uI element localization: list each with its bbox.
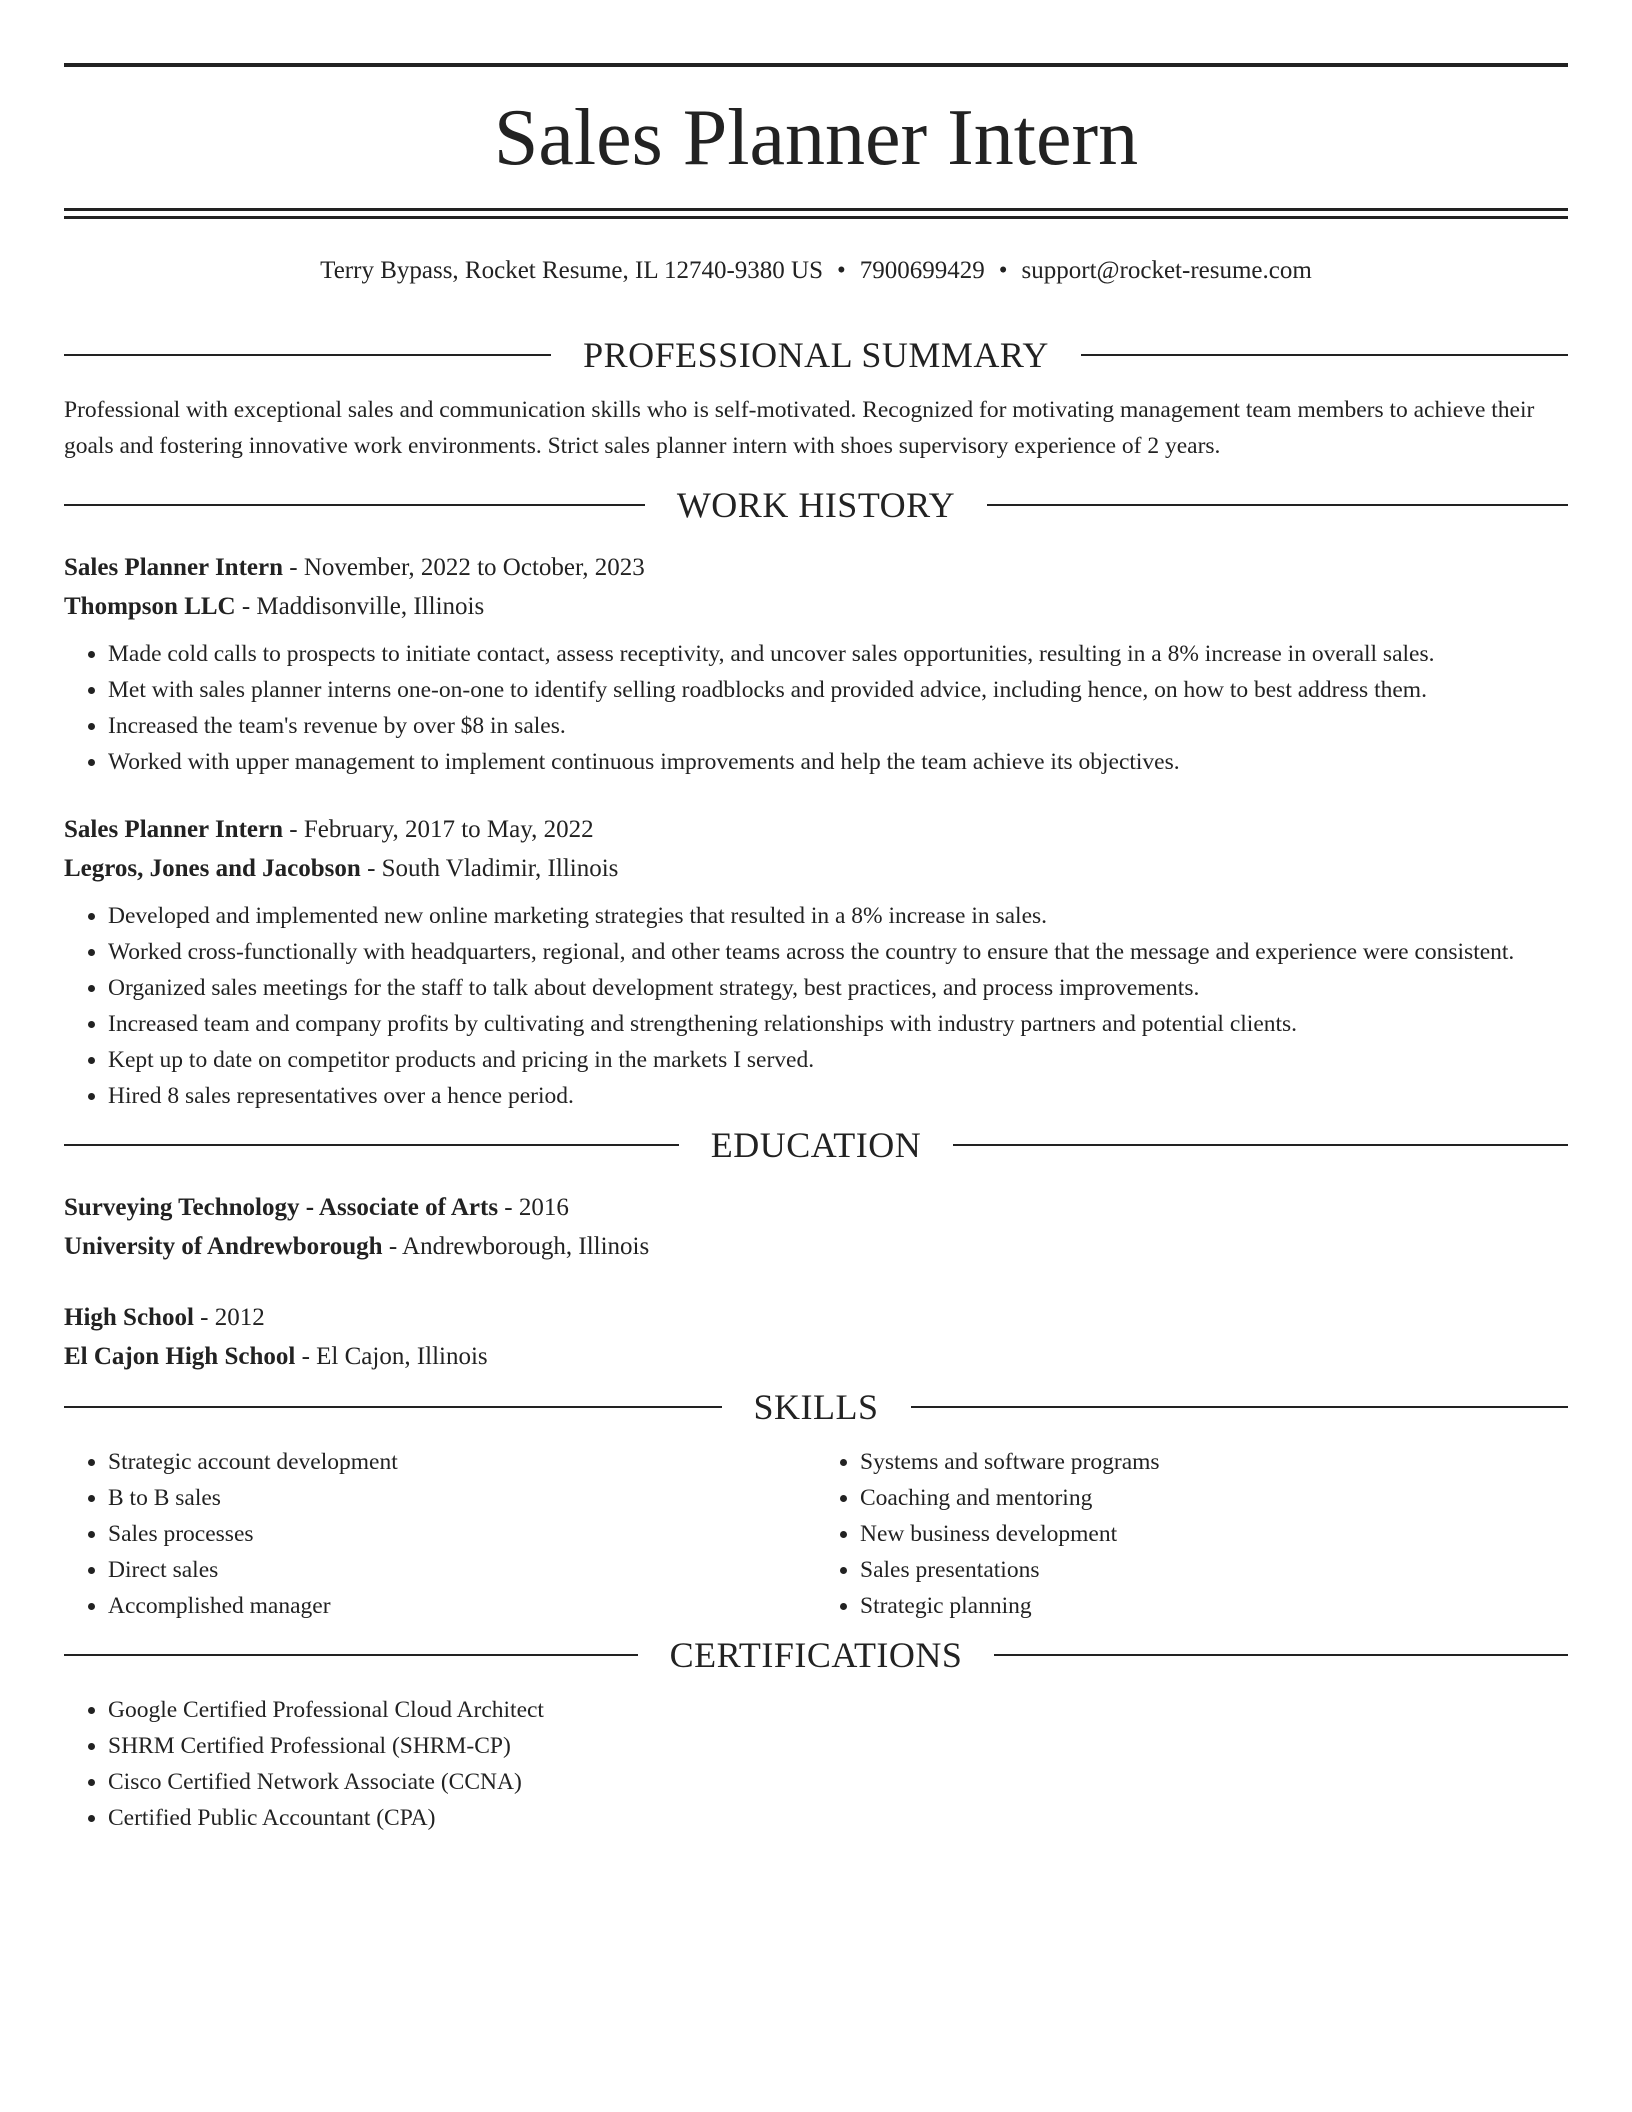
- heading-rule: [994, 1654, 1568, 1656]
- job-location: - Maddisonville, Illinois: [235, 593, 485, 620]
- list-item: • Systems and software programs: [860, 1444, 1568, 1480]
- list-item: • Strategic planning: [860, 1588, 1568, 1624]
- list-item: • Hired 8 sales representatives over a hence period.: [108, 1078, 1568, 1114]
- list-item: • Met with sales planner interns one-on-one to identify selling roadblocks and provided advice, including hence, on how to best address them.: [108, 672, 1568, 708]
- list-item: • Google Certified Professional Cloud Architect: [108, 1692, 1568, 1728]
- list-item: • SHRM Certified Professional (SHRM-CP): [108, 1728, 1568, 1764]
- list-item: • Coaching and mentoring: [860, 1480, 1568, 1516]
- education-school-line: [64, 1337, 1568, 1376]
- job-bullets: [64, 898, 1568, 1114]
- list-item: • Sales presentations: [860, 1552, 1568, 1588]
- contact-line: [64, 254, 1568, 288]
- list-item: • Kept up to date on competitor products and pricing in the markets I served.: [108, 1042, 1568, 1078]
- contact-email: support@rocket-resume.com: [1021, 257, 1312, 284]
- section-title: CERTIFICATIONS: [669, 1635, 963, 1675]
- section-heading-work: [64, 480, 1568, 530]
- section-title: SKILLS: [753, 1387, 879, 1427]
- contact-separator: •: [836, 257, 846, 284]
- resume-content: [64, 330, 1568, 1836]
- education-degree-line: [64, 1298, 1568, 1337]
- section-heading-certifications: [64, 1630, 1568, 1680]
- education-school-line: [64, 1227, 1568, 1266]
- job-title-line: [64, 810, 1568, 849]
- heading-rule: [64, 1654, 638, 1656]
- education-degree-line: [64, 1188, 1568, 1227]
- contact-phone: 7900699429: [859, 257, 985, 284]
- education-school: University of Andrewborough: [64, 1233, 383, 1260]
- heading-rule: [987, 504, 1568, 506]
- job-entry: [64, 810, 1568, 1114]
- section-heading-skills: [64, 1382, 1568, 1432]
- education-year: - 2012: [193, 1304, 265, 1331]
- list-item: • B to B sales: [108, 1480, 816, 1516]
- list-item: • Sales processes: [108, 1516, 816, 1552]
- skills-column-right: [816, 1444, 1568, 1624]
- education-degree: Surveying Technology - Associate of Arts: [64, 1194, 499, 1221]
- list-item: • Accomplished manager: [108, 1588, 816, 1624]
- job-title-line: [64, 548, 1568, 587]
- skills-list: [64, 1444, 1568, 1624]
- heading-rule: [911, 1406, 1569, 1408]
- title-rule-lower: [64, 216, 1568, 219]
- list-item: • Certified Public Accountant (CPA): [108, 1800, 1568, 1836]
- list-item: • Direct sales: [108, 1552, 816, 1588]
- job-dates: - November, 2022 to October, 2023: [283, 554, 645, 581]
- heading-rule: [64, 504, 645, 506]
- section-heading-education: [64, 1120, 1568, 1170]
- job-title: Sales Planner Intern: [64, 554, 283, 581]
- section-title: PROFESSIONAL SUMMARY: [583, 335, 1049, 375]
- top-rule: [64, 63, 1568, 67]
- list-item: • Strategic account development: [108, 1444, 816, 1480]
- list-item: • Increased the team's revenue by over $8 in sales.: [108, 708, 1568, 744]
- list-item: • Developed and implemented new online marketing strategies that resulted in a 8% increase in sales.: [108, 898, 1568, 934]
- list-item: • Cisco Certified Network Associate (CCNA): [108, 1764, 1568, 1800]
- education-entry: [64, 1298, 1568, 1376]
- education-degree: High School: [64, 1304, 194, 1331]
- list-item: • New business development: [860, 1516, 1568, 1552]
- section-heading-summary: [64, 330, 1568, 380]
- education-entry: [64, 1188, 1568, 1266]
- job-title: Sales Planner Intern: [64, 816, 283, 843]
- education-location: - Andrewborough, Illinois: [382, 1233, 650, 1260]
- skills-column-left: [64, 1444, 816, 1624]
- resume-title: Sales Planner Intern: [493, 94, 1139, 182]
- job-company-line: [64, 587, 1568, 626]
- job-location: - South Vladimir, Illinois: [360, 855, 619, 882]
- summary-text: Professional with exceptional sales and communication skills who is self-motivated. Recognized for motivating management team members to achieve their goals and fostering innovative work environments. Strict sales planner intern with shoes supervisory experience of 2 years.: [64, 397, 1535, 459]
- education-location: - El Cajon, Illinois: [295, 1343, 488, 1370]
- list-item: • Made cold calls to prospects to initiate contact, assess receptivity, and uncover sales opportunities, resulting in a 8% increase in overall sales.: [108, 636, 1568, 672]
- education-school: El Cajon High School: [64, 1343, 296, 1370]
- heading-rule: [64, 1144, 679, 1146]
- job-company: Thompson LLC: [64, 593, 236, 620]
- job-company: Legros, Jones and Jacobson: [64, 855, 361, 882]
- list-item: • Organized sales meetings for the staff to talk about development strategy, best practices, and process improvements.: [108, 970, 1568, 1006]
- job-dates: - February, 2017 to May, 2022: [283, 816, 594, 843]
- heading-rule: [64, 354, 551, 356]
- list-item: • Increased team and company profits by cultivating and strengthening relationships with industry partners and potential clients.: [108, 1006, 1568, 1042]
- heading-rule: [64, 1406, 722, 1408]
- list-item: • Worked cross-functionally with headquarters, regional, and other teams across the country to ensure that the message and experience were consistent.: [108, 934, 1568, 970]
- job-entry: [64, 548, 1568, 780]
- list-item: • Worked with upper management to implement continuous improvements and help the team achieve its objectives.: [108, 744, 1568, 780]
- job-bullets: [64, 636, 1568, 780]
- section-title: EDUCATION: [710, 1125, 922, 1165]
- section-title: WORK HISTORY: [676, 485, 956, 525]
- job-company-line: [64, 849, 1568, 888]
- education-year: - 2016: [498, 1194, 569, 1221]
- heading-rule: [1081, 354, 1568, 356]
- title-rule-upper: [64, 208, 1568, 211]
- heading-rule: [953, 1144, 1568, 1146]
- contact-separator: •: [998, 257, 1008, 284]
- certifications-list: [64, 1692, 1568, 1836]
- contact-address: Terry Bypass, Rocket Resume, IL 12740-9380 US: [320, 257, 823, 284]
